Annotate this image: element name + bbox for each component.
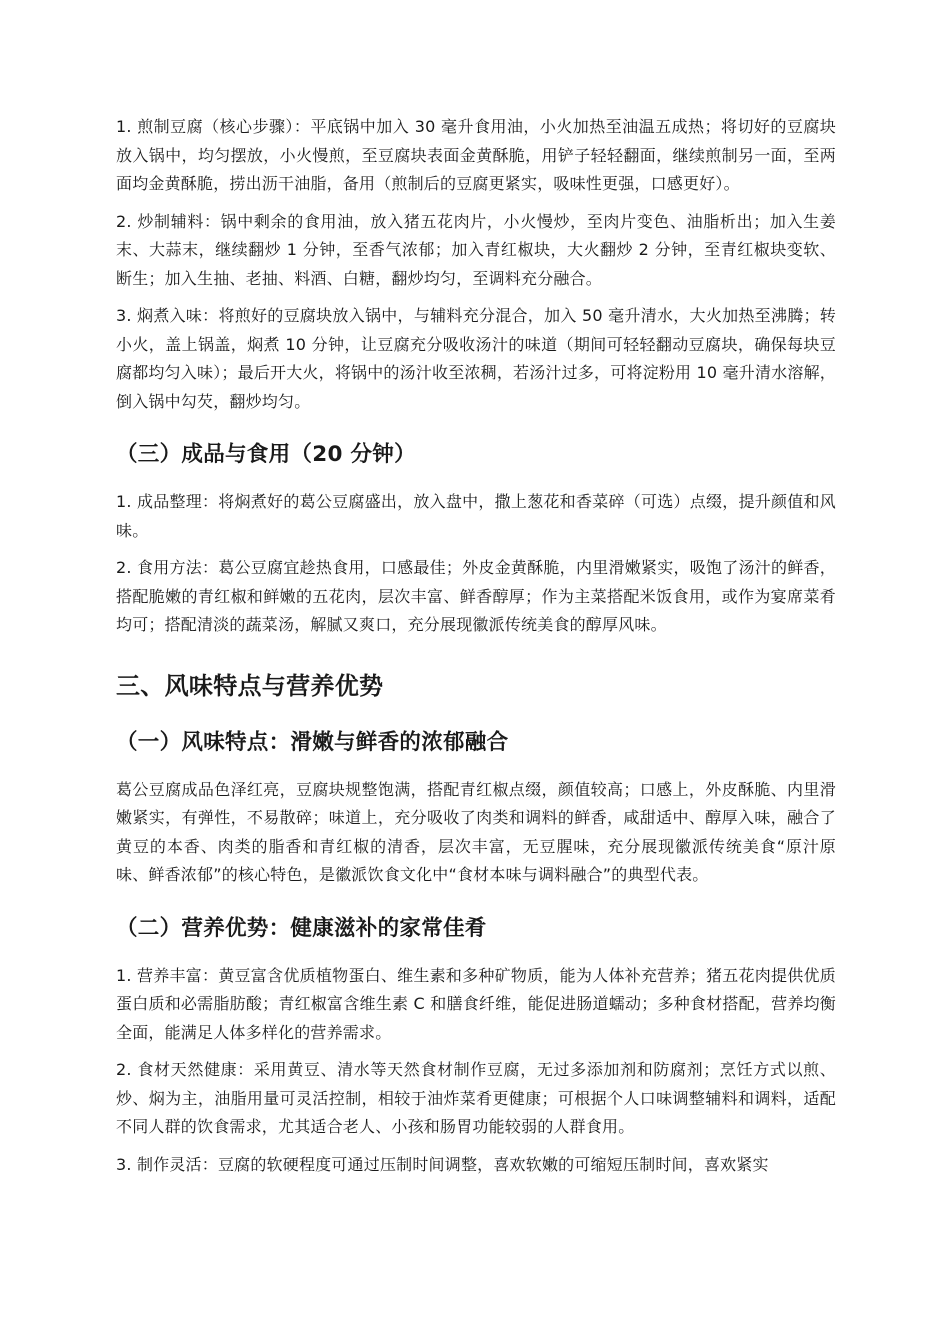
- finish-item-plating: 1. 成品整理：将焖煮好的葛公豆腐盛出，放入盘中，撒上葱花和香菜碎（可选）点缀，提升颜值和风味。: [116, 492, 836, 540]
- chapter-heading-flavor-nutrition: 三、风味特点与营养优势: [116, 671, 384, 700]
- section-heading-flavor: （一）风味特点：滑嫩与鲜香的浓郁融合: [116, 729, 509, 755]
- finish-item-eating: 2. 食用方法：葛公豆腐宜趁热食用，口感最佳；外皮金黄酥脆，内里滑嫩紧实，吸饱了汤汁的鲜香，搭配脆嫩的青红椒和鲜嫩的五花肉，层次丰富、鲜香醇厚；作为主菜搭配米饭食用，或作为宴席菜肴均可；搭配清淡的蔬菜汤，解腻又爽口，充分展现徽派传统美食的醇厚风味。: [116, 558, 836, 634]
- step-stir-fry-ingredients: 2. 炒制辅料：锅中剩余的食用油，放入猪五花肉片，小火慢炒，至肉片变色、油脂析出；加入生姜末、大蒜末，继续翻炒 1 分钟，至香气浓郁；加入青红椒块，大火翻炒 2 分钟，至青红椒块变软、断生；加入生抽、老抽、料酒、白糖，翻炒均匀，至调料充分融合。: [116, 211, 836, 288]
- section-heading-finish: （三）成品与食用（20 分钟）: [116, 442, 416, 467]
- nutrition-item-flexible: 3. 制作灵活：豆腐的软硬程度可通过压制时间调整，喜欢软嫩的可缩短压制时间，喜欢紧实: [116, 1154, 769, 1174]
- flavor-paragraph: 葛公豆腐成品色泽红亮，豆腐块规整饱满，搭配青红椒点缀，颜值较高；口感上，外皮酥脆、内里滑嫩紧实，有弹性，不易散碎；味道上，充分吸收了肉类和调料的鲜香，咸甜适中、醇厚入味，融合了黄豆的本香、肉类的脂香和青红椒的清香，层次丰富，无豆腥味，充分展现徽派传统美食“原汁原味、鲜香浓郁”的核心特色，是徽派饮食文化中“食材本味与调料融合”的典型代表。: [116, 779, 836, 884]
- nutrition-item-natural: 2. 食材天然健康：采用黄豆、清水等天然食材制作豆腐，无过多添加剂和防腐剂；烹饪方式以煎、炒、焖为主，油脂用量可灵活控制，相较于油炸菜肴更健康；可根据个人口味调整辅料和调料，适配不同人群的饮食需求，尤其适合老人、小孩和肠胃功能较弱的人群食用。: [116, 1060, 836, 1136]
- step-fry-tofu: 1. 煎制豆腐（核心步骤）：平底锅中加入 30 毫升食用油，小火加热至油温五成热；将切好的豆腐块放入锅中，均匀摆放，小火慢煎，至豆腐块表面金黄酥脆，用铲子轻轻翻面，继续煎制另一面，至两面均金黄酥脆，捞出沥干油脂，备用（煎制后的豆腐更紧实，吸味性更强，口感更好）。: [116, 117, 836, 193]
- section-heading-nutrition: （二）营养优势：健康滋补的家常佳肴: [116, 915, 487, 941]
- nutrition-item-rich: 1. 营养丰富：黄豆富含优质植物蛋白、维生素和多种矿物质，能为人体补充营养；猪五花肉提供优质蛋白质和必需脂肪酸；青红椒富含维生素 C 和膳食纤维，能促进肠道蠕动；多种食材搭配，营养均衡全面，能满足人体多样化的营养需求。: [116, 965, 836, 1042]
- step-braise: 3. 焖煮入味：将煎好的豆腐块放入锅中，与辅料充分混合，加入 50 毫升清水，大火加热至沸腾；转小火，盖上锅盖，焖煮 10 分钟，让豆腐充分吸收汤汁的味道（期间可轻轻翻动豆腐块，确保每块豆腐都均匀入味）；最后开大火，将锅中的汤汁收至浓稠，若汤汁过多，可将淀粉用 10 毫升清水溶解，倒入锅中勾芡，翻炒均匀。: [116, 306, 836, 411]
